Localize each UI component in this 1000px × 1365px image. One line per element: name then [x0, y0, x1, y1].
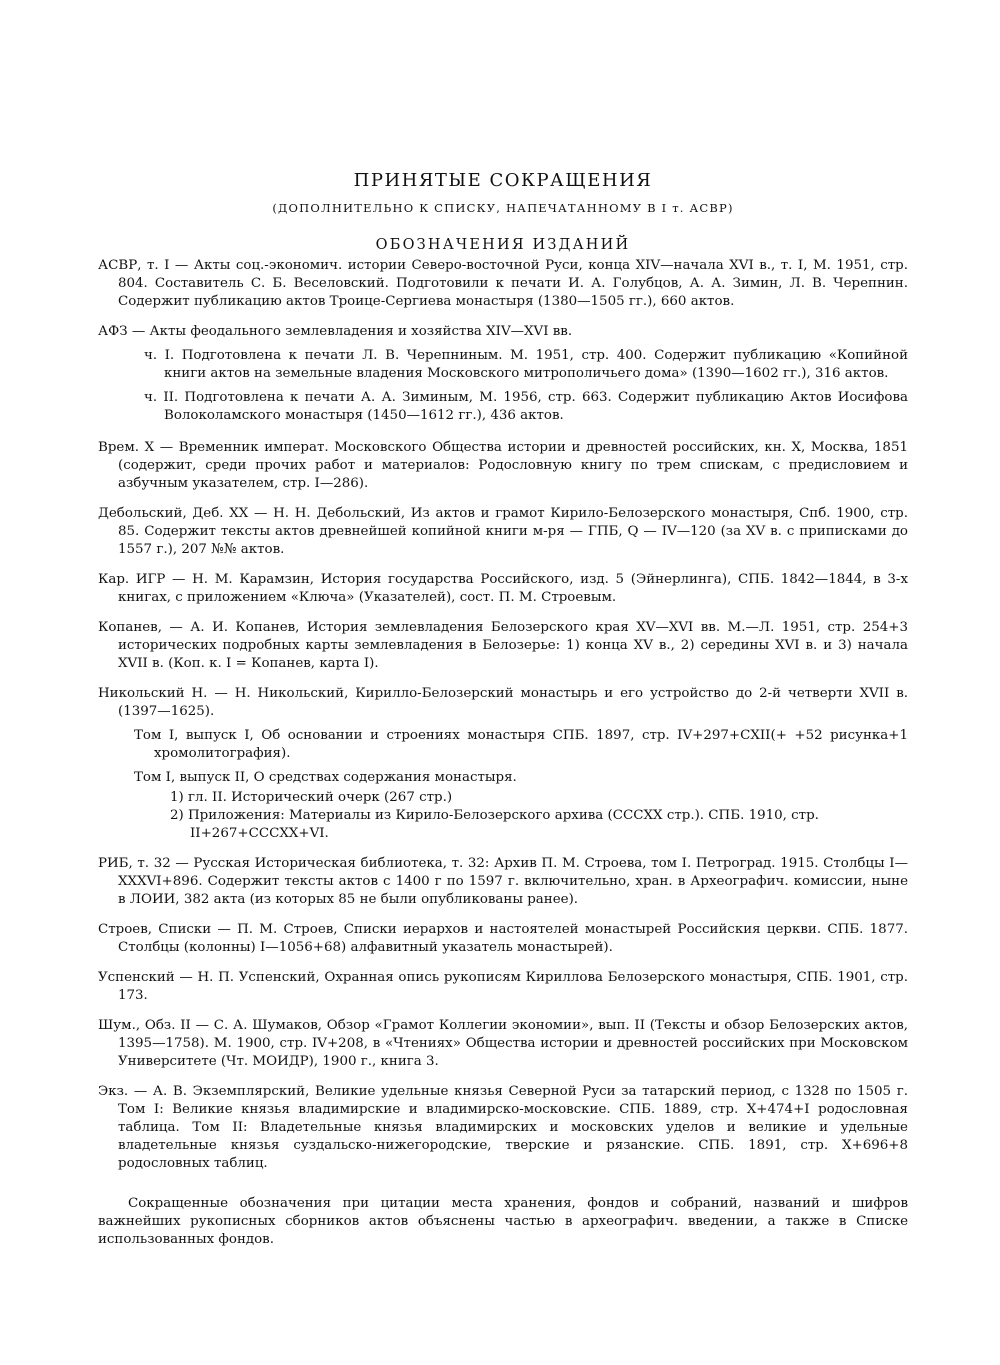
entry-nikolsky: Никольский Н. — Н. Никольский, Кирилло-Белозерский монастырь и его устройство до 2-й четверти XVII в. (1397—1625). [98, 686, 908, 719]
entry-shum: Шум., Обз. II — С. А. Шумаков, Обзор «Грамот Коллегии экономии», вып. II (Тексты и обзор Белозерских актов, 1395—1758). М. 1900, стр. IV+208, в «Чтениях» Общества истории и древностей российских при Московском Университете (Чт. МОИДР), 1900 г., книга 3. [98, 1018, 908, 1069]
entry-kopanev: Копанев, — А. И. Копанев, История землевладения Белозерского края XV—XVI вв. М.—Л. 1951, стр. 254+3 исторических подробных карты землевладения в Белозерье: 1) конца XV в., 2) середины XVI в. и 3) начала XVII в. (Коп. к. I = Копанев, карта I). [98, 620, 908, 671]
footer-note: Сокращенные обозначения при цитации места хранения, фондов и собраний, названий и шифров важнейших рукописных сборников актов объяснены частью в археографич. введении, а также в Списке использованных фондов. [98, 1196, 908, 1247]
document-page [98, 170, 908, 1249]
page-title: ПРИНЯТЫЕ СОКРАЩЕНИЯ [353, 170, 653, 191]
entry-karamzin: Кар. ИГР — Н. М. Карамзин, История государства Российского, изд. 5 (Эйнерлинга), СПБ. 1842—1844, в 3-х книгах, с приложением «Ключа» (Указателей), сост. П. М. Строевым. [98, 572, 908, 605]
entry-afz-part-2: ч. II. Подготовлена к печати А. А. Зиминым, М. 1956, стр. 663. Содержит публикацию Актов Иосифова Волоколамского монастыря (1450—1612 гг.), 436 актов. [144, 390, 908, 423]
entry-afz-part-1: ч. I. Подготовлена к печати Л. В. Черепниным. М. 1951, стр. 400. Содержит публикацию «Копийной книги актов на земельные владения Московского митрополичьего дома» (1390—1602 гг.), 316 актов. [144, 348, 908, 381]
entry-uspensky: Успенский — Н. П. Успенский, Охранная опись рукописям Кириллова Белозерского монастыря, СПБ. 1901, стр. 173. [98, 970, 908, 1003]
entry-eks: Экз. — А. В. Экземплярский, Великие удельные князья Северной Руси за татарский период, с 1328 по 1505 г. Том I: Великие князья владимирские и владимирско-московские. СПБ. 1889, стр. X+474+I родословная таблица. Том II: Владетельные князья владимирских и московских уделов и великие и удельные владетельные князья суздальско-нижегородские, тверские и рязанские. СПБ. 1891, стр. X+696+8 родословных таблиц. [98, 1084, 908, 1171]
entry-afz: АФЗ — Акты феодального землевладения и хозяйства XIV—XVI вв. [98, 324, 573, 339]
entry-nikolsky-volume-1: Том I, выпуск I, Об основании и строениях монастыря СПБ. 1897, стр. IV+297+CXII(+ +52 рисунка+1 хромолитография). [134, 728, 908, 761]
page-subtitle: (ДОПОЛНИТЕЛЬНО К СПИСКУ, НАПЕЧАТАННОМУ В I т. АСВР) [272, 201, 734, 215]
entry-asvr: АСВР, т. I — Акты соц.-экономич. истории Северо-восточной Руси, конца XIV—начала XVI в., т. I, М. 1951, стр. 804. Составитель С. Б. Веселовский. Подготовили к печати И. А. Голубцов, А. А. Зимин, Л. В. Черепнин. Содержит публикацию актов Троице-Сергиева монастыря (1380—1505 гг.), 660 актов. [98, 258, 908, 309]
entry-nikolsky-volume-2-item-2: 2) Приложения: Материалы из Кирило-Белозерского архива (CCCXX стр.). СПБ. 1910, стр. II+267+CCCXX+VI. [170, 808, 819, 841]
entry-stroev: Строев, Списки — П. М. Строев, Списки иерархов и настоятелей монастырей Российския церкви. СПБ. 1877. Столбцы (колонны) I—1056+68) алфавитный указатель монастырей). [98, 922, 908, 955]
entry-debolsky: Дебольский, Деб. XX — Н. Н. Дебольский, Из актов и грамот Кирило-Белозерского монастыря, Спб. 1900, стр. 85. Содержит тексты актов древнейшей копийной книги м-ря — ГПБ, Q — IV—120 (за XV в. с приписками до 1557 г.), 207 №№ актов. [98, 506, 908, 557]
entry-nikolsky-volume-2: Том I, выпуск II, О средствах содержания монастыря. [134, 770, 517, 785]
entry-vrem: Врем. X — Временник императ. Московского Общества истории и древностей российских, кн. X, Москва, 1851 (содержит, среди прочих работ и материалов: Родословную книгу по трем спискам, с предисловием и азбучным указателем, стр. I—286). [98, 440, 908, 491]
entry-rib: РИБ, т. 32 — Русская Историческая библиотека, т. 32: Архив П. М. Строева, том I. Петроград. 1915. Столбцы I—XXXVI+896. Содержит тексты актов с 1400 г по 1597 г. включительно, хран. в Археографич. комиссии, ныне в ЛОИИ, 382 акта (из которых 85 не были опубликованы ранее). [98, 856, 908, 907]
entry-nikolsky-volume-2-item-1: 1) гл. II. Исторический очерк (267 стр.) [170, 790, 453, 805]
section-title: ОБОЗНАЧЕНИЯ ИЗДАНИЙ [375, 237, 631, 253]
